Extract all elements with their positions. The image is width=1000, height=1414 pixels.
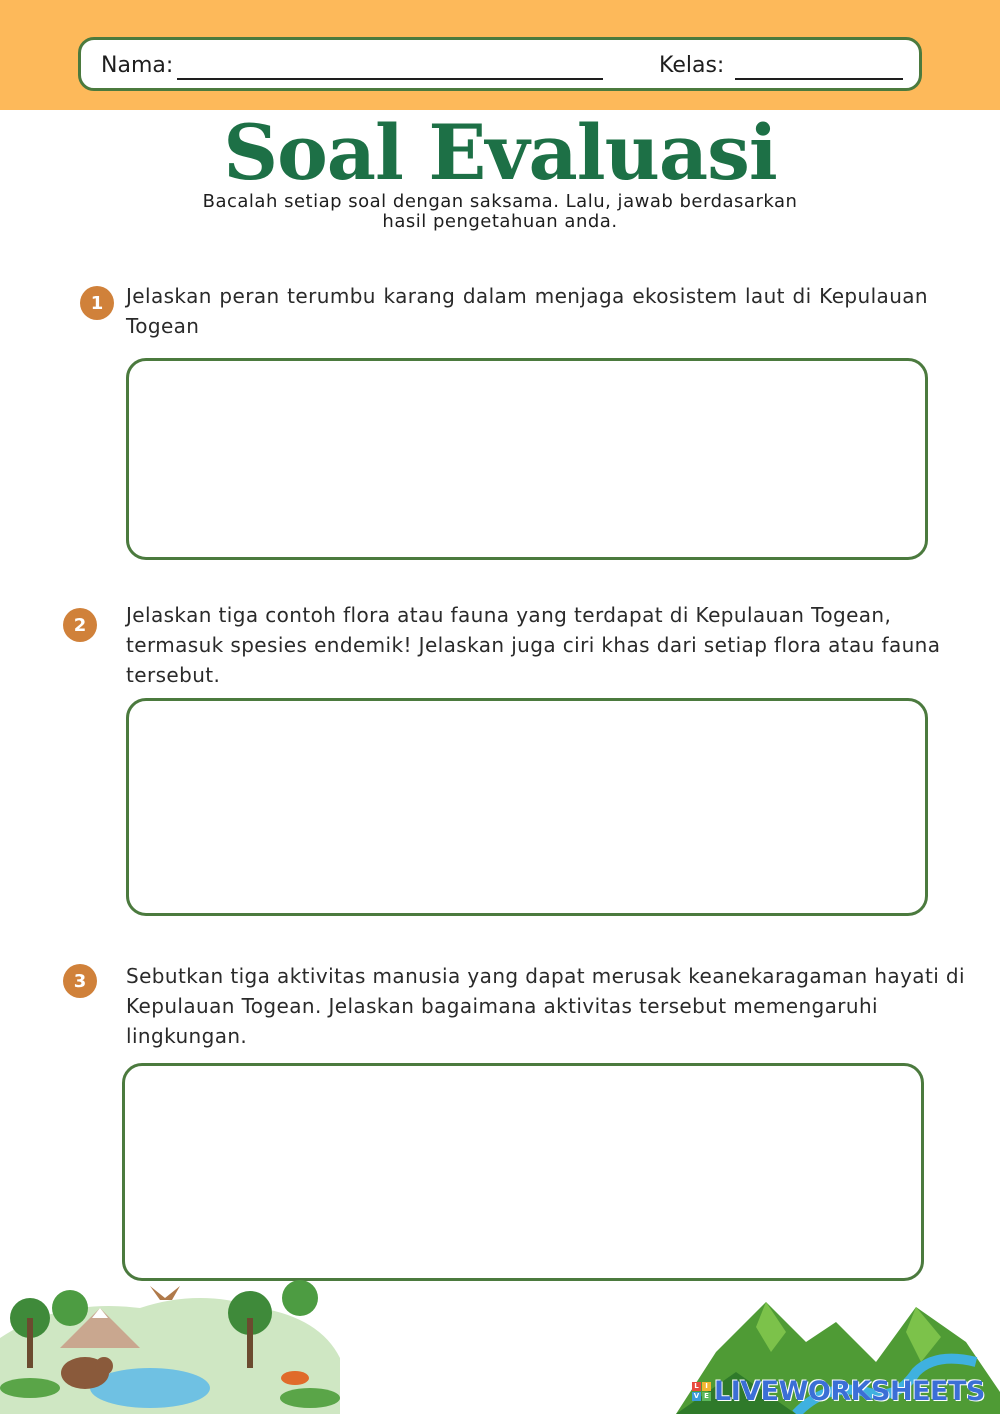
question-3-text: Sebutkan tiga aktivitas manusia yang dapat merusak keanekaragaman hayati di Kepulauan Togean. Jelaskan bagaimana aktivitas tersebut memengaruhi lingkungan. xyxy=(126,964,965,1048)
instructions xyxy=(160,192,840,232)
question-number-badge: 1 xyxy=(80,286,114,320)
question-number-badge: 3 xyxy=(63,964,97,998)
name-label: Nama: xyxy=(101,53,174,78)
answer-box-3[interactable] xyxy=(122,1063,924,1281)
question-number-badge: 2 xyxy=(63,608,97,642)
liveworksheets-brand xyxy=(692,1376,985,1406)
instructions-line-2: hasil pengetahuan anda. xyxy=(382,211,618,232)
brand-text: LIVEWORKSHEETS xyxy=(714,1375,985,1407)
class-input-line[interactable] xyxy=(735,78,903,80)
nature-scene-illustration xyxy=(0,1278,340,1414)
liveworksheets-logo-icon: L I V E xyxy=(692,1382,711,1401)
name-input-line[interactable] xyxy=(177,78,603,80)
question-2-text: Jelaskan tiga contoh flora atau fauna yang terdapat di Kepulauan Togean, termasuk spesies endemik! Jelaskan juga ciri khas dari setiap flora atau fauna tersebut. xyxy=(126,603,941,687)
answer-box-1[interactable] xyxy=(126,358,928,560)
answer-box-2[interactable] xyxy=(126,698,928,916)
header-band xyxy=(0,0,1000,110)
instructions-line-1: Bacalah setiap soal dengan saksama. Lalu, jawab berdasarkan xyxy=(202,191,798,212)
student-info-box xyxy=(78,37,922,91)
class-label: Kelas: xyxy=(659,53,725,78)
question-1-text: Jelaskan peran terumbu karang dalam menjaga ekosistem laut di Kepulauan Togean xyxy=(126,284,928,338)
page-title: Soal Evaluasi xyxy=(223,108,777,197)
